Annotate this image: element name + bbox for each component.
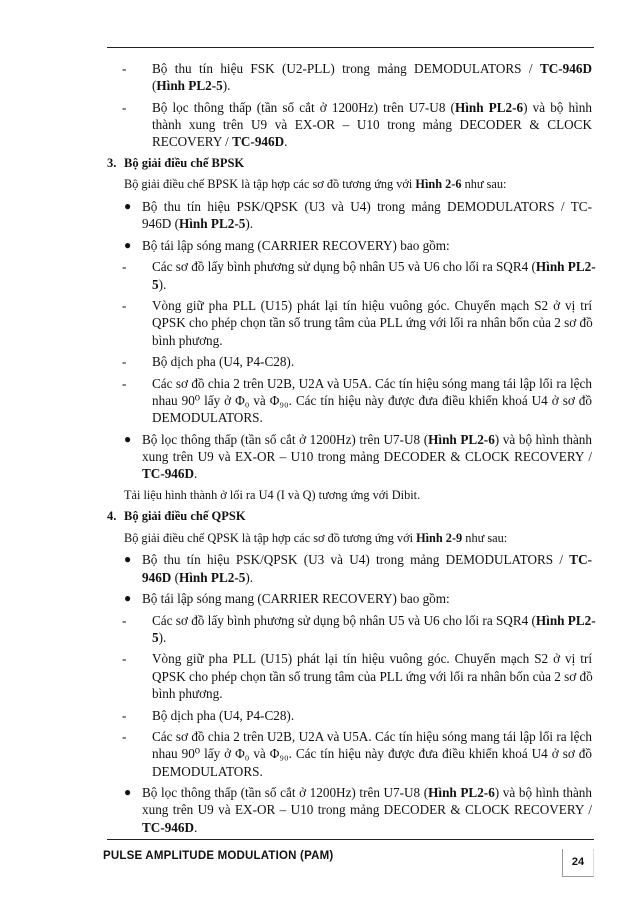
text-run: Hình PL2-6 <box>454 99 524 115</box>
text-run: ). <box>222 78 231 94</box>
footer-title: PULSE AMPLITUDE MODULATION (PAM) <box>103 850 334 862</box>
text-run: Bộ tái lập sóng mang (CARRIER RECOVERY) bao gồm: <box>142 237 450 253</box>
text-run: như sau: <box>461 177 507 192</box>
dash-marker: - <box>122 61 127 76</box>
dash-line <box>152 60 592 77</box>
text-run: Bộ dịch pha (U4, P4-C28). <box>152 354 295 370</box>
text-run: . <box>194 819 198 835</box>
bullet-line <box>142 237 450 254</box>
text-run: Bộ lọc thông thấp (tần số cắt ở 1200Hz) trên U7-U8 ( <box>152 99 455 115</box>
text-run: xung trên U9 và EX-OR – U10 trong mảng DECODER & CLOCK RECOVERY / <box>142 449 592 464</box>
text-run: Bộ giải điều chế BPSK là tập hợp các sơ đồ tương ứng với <box>124 177 416 192</box>
dash-line <box>152 258 596 275</box>
bullet-line <box>142 198 592 215</box>
text-run: thành xung trên U9 và EX-OR – U10 trong mảng DECODER & CLOCK <box>152 117 592 133</box>
bullet-marker: ● <box>124 785 132 800</box>
text-run: 946D <box>142 569 172 585</box>
top-rule <box>107 47 594 48</box>
bullet-line <box>142 551 592 568</box>
text-run: Hình PL2-5 <box>156 78 223 94</box>
text-run: ). <box>158 276 167 292</box>
paragraph <box>124 176 506 193</box>
bullet-line <box>142 590 450 607</box>
text-run: ). <box>245 216 254 232</box>
bullet-marker: ● <box>124 237 132 252</box>
dash-line <box>152 133 287 150</box>
dash-line <box>152 77 230 94</box>
text-run: ). <box>245 569 254 585</box>
text-run: 5 <box>152 629 159 645</box>
dash-line <box>152 745 592 762</box>
dash-marker: - <box>122 298 127 313</box>
dash-line <box>152 685 223 702</box>
bullet-marker: ● <box>124 591 132 606</box>
dash-line <box>152 314 592 331</box>
bullet-line <box>142 569 253 586</box>
bullet-line <box>142 784 592 801</box>
text-run: nhau 90⁰ lấy ở Φ₀ và Φ₉₀. Các tín hiệu này được đưa điều khiển khoá U4 ở sơ đồ <box>152 392 592 408</box>
text-run: bình phương. <box>152 686 223 701</box>
text-run: Bộ thu tín hiệu PSK/QPSK (U3 và U4) trong mảng DEMODULATORS / <box>142 552 570 568</box>
bullet-marker: ● <box>124 198 132 213</box>
text-run: Bộ thu tín hiệu PSK/QPSK (U3 và U4) trong mảng DEMODULATORS / TC- <box>142 198 592 214</box>
text-run: xung trên U9 và EX-OR – U10 trong mảng DECODER & CLOCK RECOVERY / <box>142 802 592 818</box>
dash-line <box>152 763 263 780</box>
text-run: Hình PL2-6 <box>428 431 495 447</box>
section-heading: Bộ giải điều chế QPSK <box>124 509 246 524</box>
dash-line <box>152 728 592 745</box>
section-number: 4. <box>107 509 117 524</box>
text-run: ) và bộ hình <box>523 99 592 115</box>
bullet-marker: ● <box>124 431 132 446</box>
text-run: DEMODULATORS. <box>152 410 263 426</box>
text-run: . <box>194 466 198 482</box>
text-run: Bộ giải điều chế QPSK là tập hợp các sơ đồ tương ứng với <box>124 530 417 545</box>
dash-line <box>152 297 592 314</box>
dash-line <box>152 116 592 133</box>
bullet-line <box>142 448 592 465</box>
text-run: Bộ lọc thông thấp (tần số cắt ở 1200Hz) trên U7-U8 ( <box>142 785 429 801</box>
dash-marker: - <box>122 375 127 391</box>
dash-marker: - <box>122 651 127 667</box>
text-run: TC-946D <box>539 61 592 76</box>
page-number: 24 <box>562 849 594 877</box>
text-run: Hình PL2-5 <box>179 216 246 232</box>
dash-line <box>152 707 294 724</box>
dash-marker: - <box>122 612 127 628</box>
text-run: ) và bộ hình thành <box>494 431 592 447</box>
text-run: QPSK cho phép chọn tần số trung tâm của PLL ứng với lối ra nhân bốn của 2 sơ đồ <box>152 315 593 331</box>
dash-line <box>152 650 592 667</box>
text-run: nhau 90⁰ lấy ở Φ₀ và Φ₉₀. Các tín hiệu này được đưa điều khiển khoá U4 ở sơ đồ <box>152 746 592 762</box>
dash-marker: - <box>122 707 127 723</box>
text-run: TC-946D <box>142 466 195 482</box>
text-run: QPSK cho phép chọn tần số trung tâm của PLL ứng với lối ra nhân bốn của 2 sơ đồ <box>152 668 593 684</box>
text-run: Hình PL2-6 <box>428 785 495 801</box>
text-run: ( <box>171 569 180 585</box>
dash-line <box>152 353 294 370</box>
section-number: 3. <box>107 155 117 170</box>
dash-line <box>152 276 166 293</box>
text-run: . <box>284 134 288 150</box>
bullet-line <box>142 465 197 482</box>
text-run: TC-946D <box>142 819 195 835</box>
text-run: RECOVERY / <box>152 134 233 150</box>
text-run: Bộ thu tín hiệu FSK (U2-PLL) trong mảng DEMODULATORS / <box>152 61 540 76</box>
text-run: Vòng giữ pha PLL (U15) phát lại tín hiệu vuông góc. Chuyển mạch S2 ở vị trí <box>152 651 592 667</box>
text-run: Bộ tái lập sóng mang (CARRIER RECOVERY) bao gồm: <box>142 591 450 607</box>
bullet-line <box>142 819 197 836</box>
dash-line <box>152 332 223 349</box>
text-run: ) và bộ hình thành <box>494 785 592 801</box>
text-run: 946D ( <box>142 216 179 232</box>
text-run: 5 <box>152 276 159 292</box>
text-run: TC- <box>569 552 592 568</box>
text-run: Hình PL2- <box>535 612 596 628</box>
dash-line <box>152 612 596 629</box>
paragraph <box>124 487 420 504</box>
text-run: Bộ dịch pha (U4, P4-C28). <box>152 707 295 723</box>
text-run: Bộ lọc thông thấp (tần số cắt ở 1200Hz) trên U7-U8 ( <box>142 431 429 447</box>
text-run: Hình PL2-5 <box>179 569 246 585</box>
text-run: Hình 2-9 <box>416 530 463 545</box>
dash-line <box>152 409 263 426</box>
bullet-line <box>142 215 253 232</box>
bullet-line <box>142 431 592 448</box>
bullet-marker: ● <box>124 552 132 567</box>
dash-line <box>152 629 166 646</box>
dash-marker: - <box>122 259 127 275</box>
dash-line <box>152 375 592 392</box>
dash-line <box>152 392 592 409</box>
text-run: Các sơ đồ chia 2 trên U2B, U2A và U5A. Các tín hiệu sóng mang tái lập lối ra lệch <box>152 729 592 744</box>
dash-marker: - <box>122 729 127 744</box>
text-run: bình phương. <box>152 332 223 348</box>
text-run: Vòng giữ pha PLL (U15) phát lại tín hiệu vuông góc. Chuyển mạch S2 ở vị trí <box>152 298 592 313</box>
text-run: ). <box>158 629 167 645</box>
text-run: Các sơ đồ lấy bình phương sử dụng bộ nhân U5 và U6 cho lối ra SQR4 ( <box>152 612 536 628</box>
text-run: Hình PL2- <box>535 259 596 275</box>
text-run: TC-946D <box>232 134 285 150</box>
text-run: DEMODULATORS. <box>152 763 263 779</box>
text-run: như sau: <box>462 530 508 545</box>
dash-marker: - <box>122 354 127 370</box>
text-run: Các sơ đồ lấy bình phương sử dụng bộ nhân U5 và U6 cho lối ra SQR4 ( <box>152 259 536 275</box>
text-run: Tải liệu hình thành ở lối ra U4 (I và Q) tương ứng với Dibit. <box>124 487 421 502</box>
text-run: Các sơ đồ chia 2 trên U2B, U2A và U5A. Các tín hiệu sóng mang tái lập lối ra lệch <box>152 375 592 391</box>
text-run: Hình 2-6 <box>415 177 462 192</box>
dash-line <box>152 99 592 116</box>
paragraph <box>124 530 507 547</box>
text-run: ( <box>152 78 157 94</box>
footer-rule <box>107 839 594 840</box>
dash-marker: - <box>122 99 127 115</box>
dash-line <box>152 668 592 685</box>
section-heading: Bộ giải điều chế BPSK <box>124 155 245 170</box>
bullet-line <box>142 801 592 818</box>
